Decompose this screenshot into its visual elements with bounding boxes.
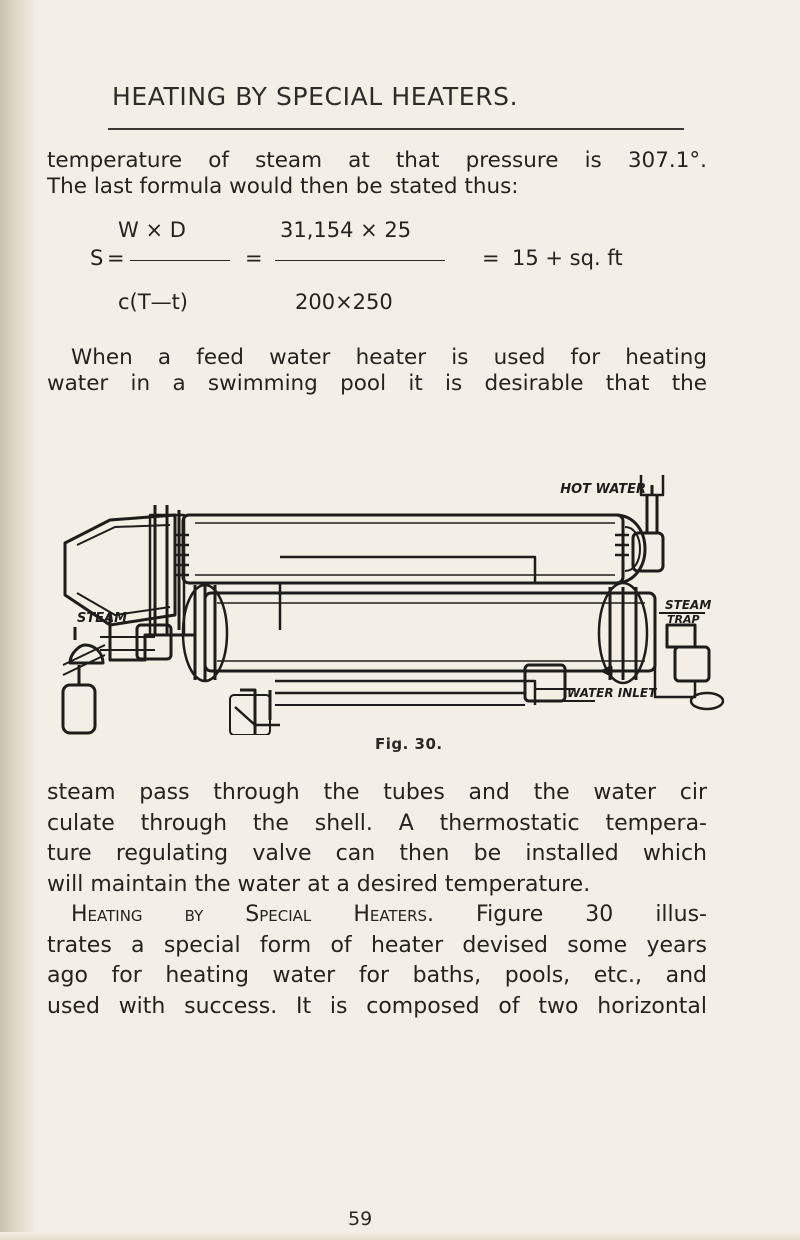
label-water-inlet: WATER INLET [567, 686, 657, 700]
figure-30 [55, 475, 735, 735]
page-edge-shadow [0, 0, 34, 1240]
text-line: temperature of steam at that pressure is 307.1°. [47, 148, 707, 173]
paragraph-3 [47, 778, 707, 900]
paragraph-2 [47, 345, 707, 397]
text-line: water in a swimming pool it is desirable that the [47, 371, 707, 396]
label-steam-trap-2: TRAP [667, 613, 700, 626]
header-rule [108, 128, 684, 130]
text-line: used with success. It is composed of two horizontal [47, 993, 707, 1019]
text-line [47, 900, 707, 931]
formula-lhs: S [90, 246, 104, 270]
formula-equals: = [107, 246, 125, 270]
formula-equals: = [482, 246, 500, 270]
page-bottom-shadow [0, 1232, 800, 1240]
formula-result: 15 + sq. ft [512, 246, 623, 270]
fraction-bar [130, 260, 230, 261]
running-head: HEATING BY SPECIAL HEATERS. [112, 82, 519, 111]
heading-line-rest: Figure 30 illus- [434, 902, 707, 927]
text-line: When a feed water heater is used for heating [71, 345, 707, 370]
formula-numerator: 31,154 × 25 [280, 218, 412, 242]
figure-caption: Fig. 30. [375, 735, 443, 753]
text-line: ture regulating valve can then be installed which [47, 841, 707, 866]
paragraph-4 [47, 900, 707, 1022]
formula-equals: = [245, 246, 263, 270]
fraction-bar [275, 260, 445, 261]
section-heading: Heating by Special Heaters. [71, 902, 435, 927]
text-line: culate through the shell. A thermostatic tempera- [47, 810, 707, 836]
heater-drawing [55, 475, 735, 735]
text-line: The last formula would then be stated thus: [47, 174, 519, 199]
label-hot-water: HOT WATER [560, 482, 646, 497]
text-line: steam pass through the tubes and the water cir [47, 780, 707, 805]
paragraph-1 [47, 148, 707, 200]
text-line: trates a special form of heater devised some years [47, 932, 707, 958]
label-steam-trap-1: STEAM [665, 598, 712, 612]
formula-numerator: W × D [118, 218, 186, 242]
text-line: will maintain the water at a desired temperature. [47, 871, 591, 897]
formula-denominator: c(T—t) [118, 290, 188, 314]
formula-denominator: 200×250 [295, 290, 393, 314]
text-line: ago for heating water for baths, pools, etc., and [47, 963, 707, 988]
label-steam: STEAM [77, 611, 128, 626]
page-number: 59 [348, 1208, 373, 1230]
